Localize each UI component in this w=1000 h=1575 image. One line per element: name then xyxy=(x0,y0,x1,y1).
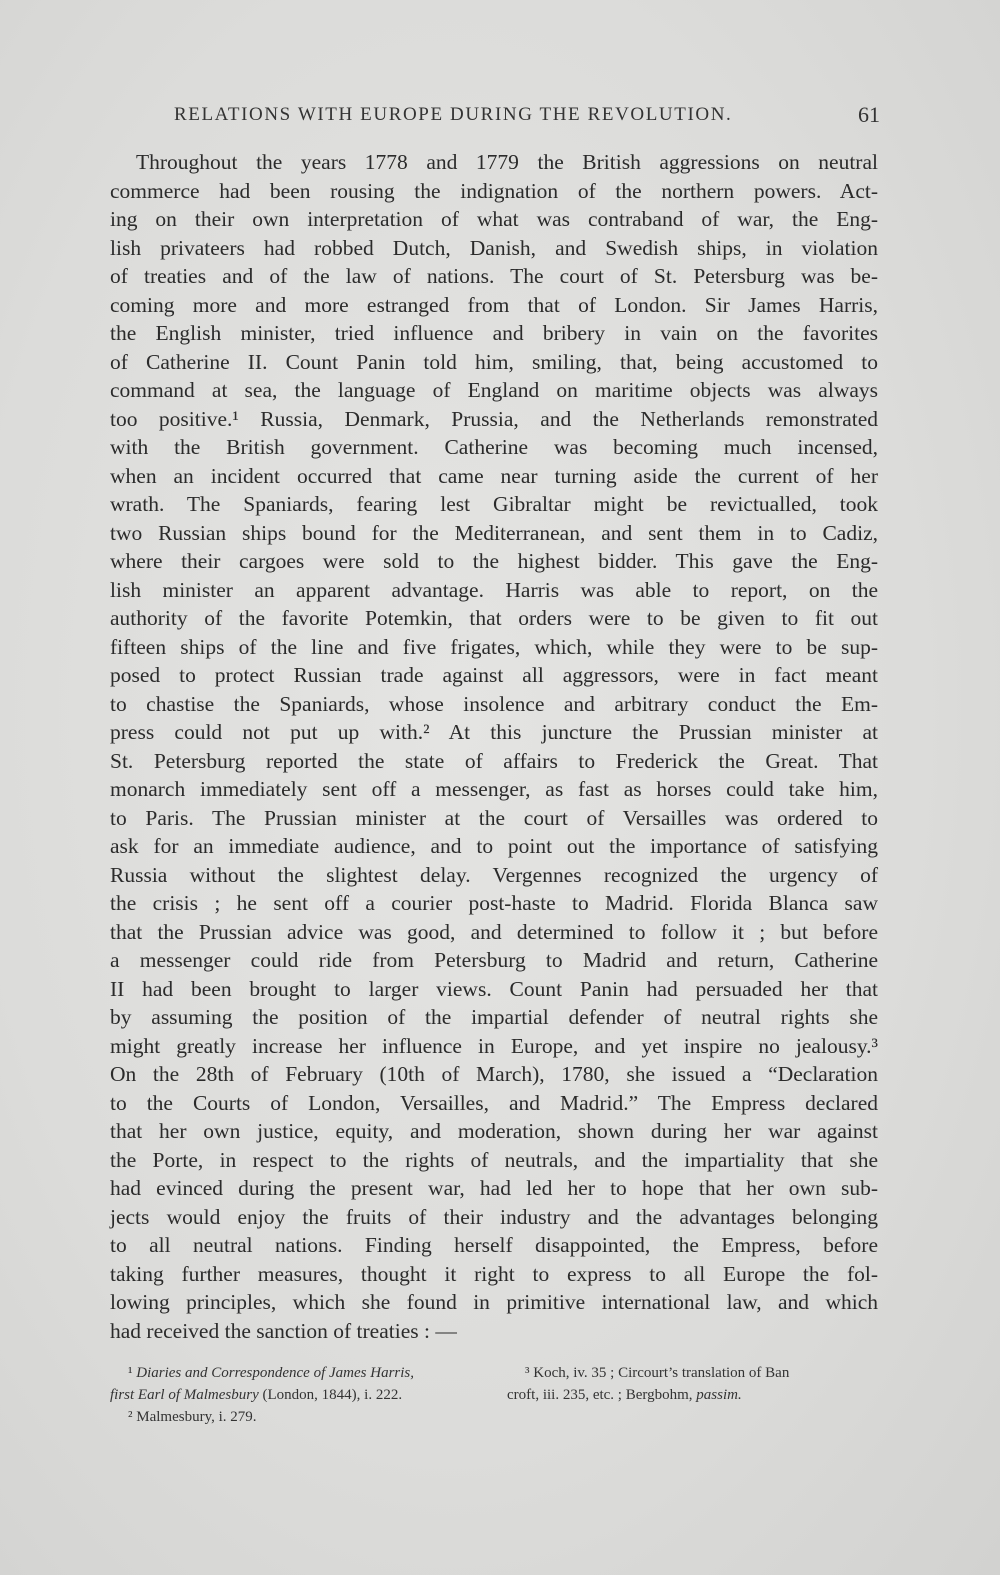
footnotes-left-column xyxy=(110,1362,495,1428)
footnote-3-line-1 xyxy=(507,1362,880,1384)
body-line: lish privateers had robbed Dutch, Danish, and Swedish ships, in violation xyxy=(110,235,878,260)
footnote-1-marker: ¹ xyxy=(128,1365,133,1381)
page-number: 61 xyxy=(858,102,880,127)
body-line: to all neutral nations. Finding herself disappointed, the Empress, before xyxy=(110,1233,878,1257)
body-line: Throughout the years 1778 and 1779 the British aggressions on neutral xyxy=(136,150,878,174)
body-line: monarch immediately sent off a messenger, as fast as horses could take him, xyxy=(110,777,878,801)
body-line: Russia without the slightest delay. Vergennes recognized the urgency of xyxy=(110,862,878,887)
body-line: fifteen ships of the line and five frigates, which, while they were to be sup- xyxy=(110,634,878,659)
footnote-1-title-a: Diaries and Correspondence of James Harris, xyxy=(136,1365,415,1381)
body-line: when an incident occurred that came near turning aside the current of her xyxy=(110,463,878,488)
footnote-3-line-2 xyxy=(507,1384,880,1406)
body-line: On the 28th of February (10th of March), 1780, she issued a “Declaration xyxy=(110,1062,878,1086)
body-line: jects would enjoy the fruits of their industry and the advantages belonging xyxy=(110,1204,878,1229)
body-line: commerce had been rousing the indignation of the northern powers. Act- xyxy=(110,178,878,203)
footnote-2-text: Malmesbury, i. 279. xyxy=(136,1409,257,1425)
body-line: of treaties and of the law of nations. The court of St. Petersburg was be- xyxy=(110,264,878,288)
footnote-3-italic: passim. xyxy=(696,1387,742,1403)
footnote-1-line-2 xyxy=(110,1384,495,1406)
footnote-1-citation: (London, 1844), i. 222. xyxy=(262,1387,403,1403)
body-line: that the Prussian advice was good, and determined to follow it ; but before xyxy=(110,919,878,944)
body-line: of Catherine II. Count Panin told him, smiling, that, being accustomed to xyxy=(110,349,878,374)
footnote-3-text-1: Koch, iv. 35 ; Circourt’s translation of Ban xyxy=(533,1365,790,1381)
body-line: that her own justice, equity, and moderation, shown during her war against xyxy=(110,1119,878,1143)
body-line: to Paris. The Prussian minister at the court of Versailles was ordered to xyxy=(110,805,878,830)
body-line: lowing principles, which she found in primitive international law, and which xyxy=(110,1290,878,1314)
footnote-3-marker: ³ xyxy=(525,1365,530,1381)
body-line: wrath. The Spaniards, fearing lest Gibraltar might be revictualled, took xyxy=(110,492,878,516)
body-line: with the British government. Catherine was becoming much incensed, xyxy=(110,435,878,459)
footnote-2 xyxy=(110,1406,495,1428)
body-line: St. Petersburg reported the state of affairs to Frederick the Great. That xyxy=(110,748,878,773)
body-line: by assuming the position of the impartial defender of neutral rights she xyxy=(110,1005,878,1029)
body-line: coming more and more estranged from that of London. Sir James Harris, xyxy=(110,292,878,317)
body-line: too positive.¹ Russia, Denmark, Prussia, and the Netherlands remonstrated xyxy=(110,406,878,431)
body-line: command at sea, the language of England on maritime objects was always xyxy=(110,378,878,402)
footnote-1-title-b: first Earl of Malmesbury xyxy=(110,1387,259,1403)
body-line: II had been brought to larger views. Count Panin had persuaded her that xyxy=(110,976,878,1001)
body-line: the Porte, in respect to the rights of neutrals, and the impartiality that she xyxy=(110,1147,878,1172)
body-line: press could not put up with.² At this juncture the Prussian minister at xyxy=(110,720,878,744)
body-line: a messenger could ride from Petersburg to Madrid and return, Catherine xyxy=(110,948,878,972)
body-line: ing on their own interpretation of what was contraband of war, the Eng- xyxy=(110,207,878,231)
footnote-1-line-1 xyxy=(110,1362,495,1384)
body-line: might greatly increase her influence in Europe, and yet inspire no jealousy.³ xyxy=(110,1033,878,1058)
footnote-2-marker: ² xyxy=(128,1409,133,1425)
body-line: to the Courts of London, Versailles, and Madrid.” The Empress declared xyxy=(110,1090,878,1115)
body-line: the crisis ; he sent off a courier post-haste to Madrid. Florida Blanca saw xyxy=(110,891,878,915)
body-line: the English minister, tried influence and bribery in vain on the favorites xyxy=(110,321,878,345)
body-line: authority of the favorite Potemkin, that orders were to be given to fit out xyxy=(110,606,878,630)
body-line: where their cargoes were sold to the highest bidder. This gave the Eng- xyxy=(110,549,878,573)
footnote-3-text-2: croft, iii. 235, etc. ; Bergbohm, xyxy=(507,1387,693,1403)
body-line: two Russian ships bound for the Mediterranean, and sent them in to Cadiz, xyxy=(110,520,878,545)
body-line: posed to protect Russian trade against all aggressors, were in fact meant xyxy=(110,663,878,687)
body-paragraph xyxy=(110,148,878,1345)
body-line: ask for an immediate audience, and to point out the importance of satisfying xyxy=(110,834,878,858)
footnotes-right-column xyxy=(507,1362,880,1406)
body-line: had evinced during the present war, had led her to hope that her own sub- xyxy=(110,1176,878,1200)
body-line: to chastise the Spaniards, whose insolence and arbitrary conduct the Em- xyxy=(110,691,878,716)
body-line: taking further measures, thought it right to express to all Europe the fol- xyxy=(110,1261,878,1286)
body-line: had received the sanction of treaties : — xyxy=(110,1318,457,1343)
running-head-title: RELATIONS WITH EUROPE DURING THE REVOLUTION. xyxy=(174,104,733,125)
body-line: lish minister an apparent advantage. Harris was able to report, on the xyxy=(110,577,878,602)
